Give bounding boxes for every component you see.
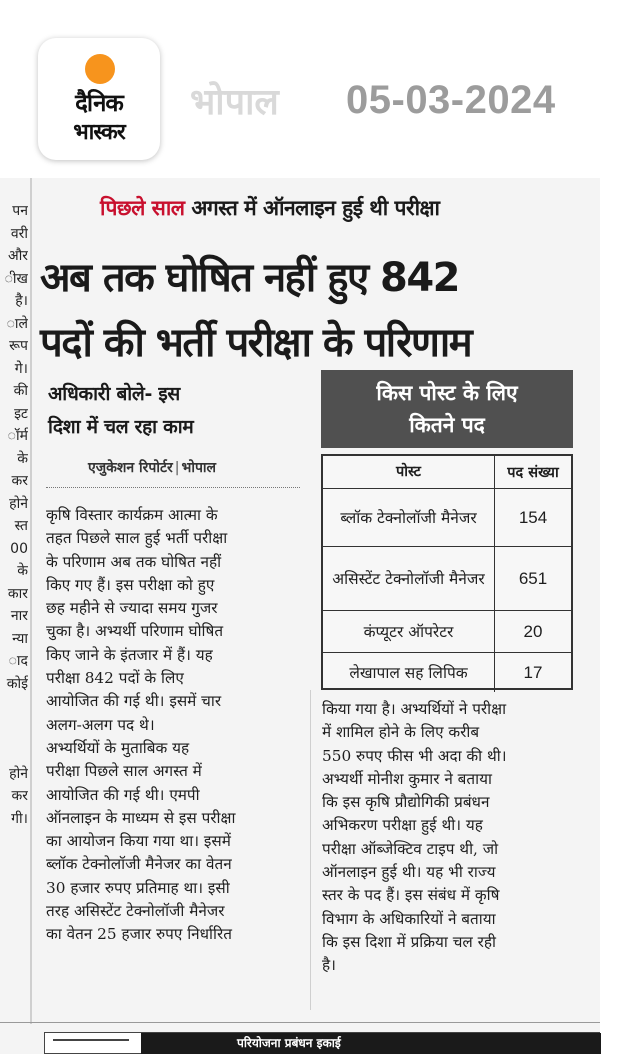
body-text-line: अलग-अलग पद थे। bbox=[46, 715, 155, 734]
body-text-line: है। bbox=[322, 956, 336, 975]
body-text-line: छह महीने से ज्यादा समय गुजर bbox=[46, 599, 218, 618]
post-count-cell: 651 bbox=[518, 568, 548, 588]
adjacent-text-fragment: इट bbox=[14, 405, 28, 422]
logo-text-line2: भास्कर bbox=[73, 120, 125, 145]
body-text-line: परीक्षा ऑब्जेक्टिव टाइप थी, जो bbox=[322, 839, 499, 858]
adjacent-text-fragment: के bbox=[17, 450, 28, 467]
bottom-advertisement bbox=[44, 1032, 600, 1054]
table-header-row bbox=[323, 456, 571, 489]
edition-city: भोपाल bbox=[190, 82, 279, 123]
headline-line1: अब तक घोषित नहीं हुए 842 bbox=[40, 255, 459, 301]
sun-logo-icon bbox=[85, 54, 115, 84]
body-text-line: कृषि विस्तार कार्यक्रम आत्मा के bbox=[46, 506, 218, 524]
body-text-line: विभाग के अधिकारियों ने बताया bbox=[322, 909, 496, 928]
adjacent-text-fragment: कर bbox=[11, 788, 28, 804]
post-name-cell: लेखापाल सह लिपिक bbox=[323, 653, 495, 692]
post-name-cell: असिस्टेंट टेक्नोलॉजी मैनेजर bbox=[323, 547, 495, 610]
article-body-right bbox=[322, 698, 582, 978]
byline-city: भोपाल bbox=[181, 460, 217, 476]
subhead-line1: अधिकारी बोले- इस bbox=[48, 383, 180, 405]
body-text-line: का आयोजन किया गया था। इसमें bbox=[46, 832, 231, 851]
body-text-line: में शामिल होने के लिए करीब bbox=[322, 723, 480, 742]
body-text-line: किया गया है। अभ्यर्थियों ने परीक्षा bbox=[322, 700, 507, 718]
adjacent-text-fragment bbox=[0, 740, 28, 763]
body-text-line: स्तर के पद हैं। इस संबंध में कृषि bbox=[322, 886, 500, 905]
body-text-line: तरह असिस्टेंट टेक्नोलॉजी मैनेजर bbox=[46, 902, 225, 921]
adjacent-text-fragment: होने bbox=[9, 765, 28, 782]
post-name-cell: ब्लॉक टेक्नोलॉजी मैनेजर bbox=[323, 489, 495, 546]
adjacent-text-fragment: कर bbox=[11, 473, 28, 489]
body-text-line: 550 रुपए फीस भी अदा की थी। bbox=[322, 746, 507, 765]
adjacent-text-fragment: नार bbox=[10, 608, 28, 624]
body-text-line: के परिणाम अब तक घोषित नहीं bbox=[46, 552, 222, 571]
body-text-line: ऑनलाइन के माध्यम से इस परीक्षा bbox=[46, 808, 236, 827]
table-row bbox=[323, 547, 571, 611]
edition-date: 05-03-2024 bbox=[346, 78, 556, 122]
column-divider bbox=[310, 690, 311, 1010]
adjacent-text-fragment: 00 bbox=[10, 540, 28, 557]
post-box-title-line2: कितने पद bbox=[409, 413, 485, 437]
adjacent-text-fragment: रूप bbox=[9, 338, 28, 354]
byline-separator: | bbox=[174, 460, 180, 476]
body-text-line: 30 हजार रुपए प्रतिमाह था। इसी bbox=[46, 878, 230, 897]
table-row bbox=[323, 489, 571, 547]
adjacent-text-fragment: कार bbox=[7, 585, 28, 602]
adjacent-text-fragment: न्या bbox=[12, 630, 28, 647]
adjacent-text-fragment: स्त bbox=[14, 518, 28, 534]
body-text-line: का वेतन 25 हजार रुपए निर्धारित bbox=[46, 925, 232, 944]
post-count-cell: 20 bbox=[523, 621, 543, 641]
app-header bbox=[0, 0, 620, 178]
kicker-highlight: पिछले साल bbox=[100, 196, 185, 220]
post-box-title-line1: किस पोस्ट के लिए bbox=[376, 381, 518, 405]
byline bbox=[88, 458, 216, 477]
adjacent-text-fragment: होने bbox=[9, 495, 28, 512]
table-row bbox=[323, 611, 571, 653]
dainik-bhaskar-logo[interactable] bbox=[38, 38, 160, 160]
body-text-line: परीक्षा 842 पदों के लिए bbox=[46, 669, 184, 688]
body-text-line: तहत पिछले साल हुई भर्ती परीक्षा bbox=[46, 529, 228, 548]
table-row bbox=[323, 653, 571, 692]
page-edge bbox=[600, 178, 620, 1054]
adjacent-text-fragment: कोई bbox=[6, 675, 28, 692]
ad-banner-text: परियोजना प्रबंधन इकाई bbox=[141, 1033, 601, 1054]
body-text-line: आयोजित की गई थी। इसमें चार bbox=[46, 692, 222, 711]
article-kicker bbox=[100, 194, 440, 222]
body-text-line: कि इस कृषि प्रौद्योगिकी प्रबंधन bbox=[322, 793, 490, 812]
post-name-cell: कंप्यूटर ऑपरेटर bbox=[323, 611, 495, 652]
adjacent-text-fragment: ॉर्म bbox=[7, 428, 28, 444]
adjacent-column-fragment bbox=[0, 200, 28, 830]
body-text-line: अभ्यर्थियों के मुताबिक यह bbox=[46, 738, 190, 757]
post-count-cell: 17 bbox=[523, 662, 543, 682]
adjacent-text-fragment: गेे। bbox=[14, 360, 28, 377]
body-text-line: ब्लॉक टेक्नोलॉजी मैनेजर का वेतन bbox=[46, 855, 232, 874]
column-header-post: पोस्ट bbox=[323, 456, 495, 488]
kicker-text: अगस्त में ऑनलाइन हुई थी परीक्षा bbox=[191, 196, 440, 220]
body-text-line: परीक्षा पिछले साल अगस्त में bbox=[46, 762, 202, 781]
adjacent-text-fragment bbox=[0, 718, 28, 741]
adjacent-text-fragment: और bbox=[7, 248, 28, 264]
ad-logo-fragment bbox=[53, 1039, 129, 1051]
body-text-line: अभ्यर्थी मोनीश कुमार ने बताया bbox=[322, 769, 492, 788]
body-text-line: अभिकरण परीक्षा हुई थी। यह bbox=[322, 816, 483, 835]
adjacent-text-fragment: गी। bbox=[11, 810, 28, 827]
body-text-line: कि इस दिशा में प्रक्रिया चल रही bbox=[322, 932, 497, 951]
posts-table bbox=[321, 454, 573, 690]
column-header-count: पद संख्या bbox=[507, 465, 559, 481]
bottom-rule bbox=[0, 1022, 600, 1023]
column-fold bbox=[30, 178, 32, 1024]
headline-line2: पदों की भर्ती परीक्षा के परिणाम bbox=[40, 320, 472, 366]
adjacent-text-fragment: ाद bbox=[8, 653, 28, 669]
body-text-line: ऑनलाइन हुई थी। यह भी राज्य bbox=[322, 863, 496, 882]
adjacent-text-fragment bbox=[0, 695, 28, 718]
post-count-cell: 154 bbox=[518, 507, 548, 527]
body-text-line: किए जाने के इंतजार में हैं। यह bbox=[46, 645, 213, 664]
adjacent-text-fragment: की bbox=[13, 383, 28, 399]
byline-reporter: एजुकेशन रिपोर्टर bbox=[88, 460, 173, 476]
adjacent-text-fragment: वरी bbox=[10, 225, 28, 242]
body-text-line: चुका है। अभ्यर्थी परिणाम घोषित bbox=[46, 622, 224, 641]
body-text-line: आयोजित की गई थी। एमपी bbox=[46, 785, 200, 804]
article-body-left bbox=[46, 504, 302, 947]
adjacent-text-fragment: ीख bbox=[4, 270, 28, 287]
post-box-title bbox=[321, 370, 573, 448]
byline-rule bbox=[46, 487, 300, 488]
adjacent-text-fragment: पन bbox=[12, 203, 28, 219]
logo-text-line1: दैनिक bbox=[75, 89, 123, 117]
adjacent-text-fragment: ाले bbox=[6, 315, 28, 332]
adjacent-text-fragment: है। bbox=[15, 293, 28, 309]
body-text-line: किए गए हैं। इस परीक्षा को हुए bbox=[46, 575, 215, 594]
subhead-line2: दिशा में चल रहा काम bbox=[48, 416, 194, 438]
adjacent-text-fragment: के bbox=[17, 563, 28, 579]
